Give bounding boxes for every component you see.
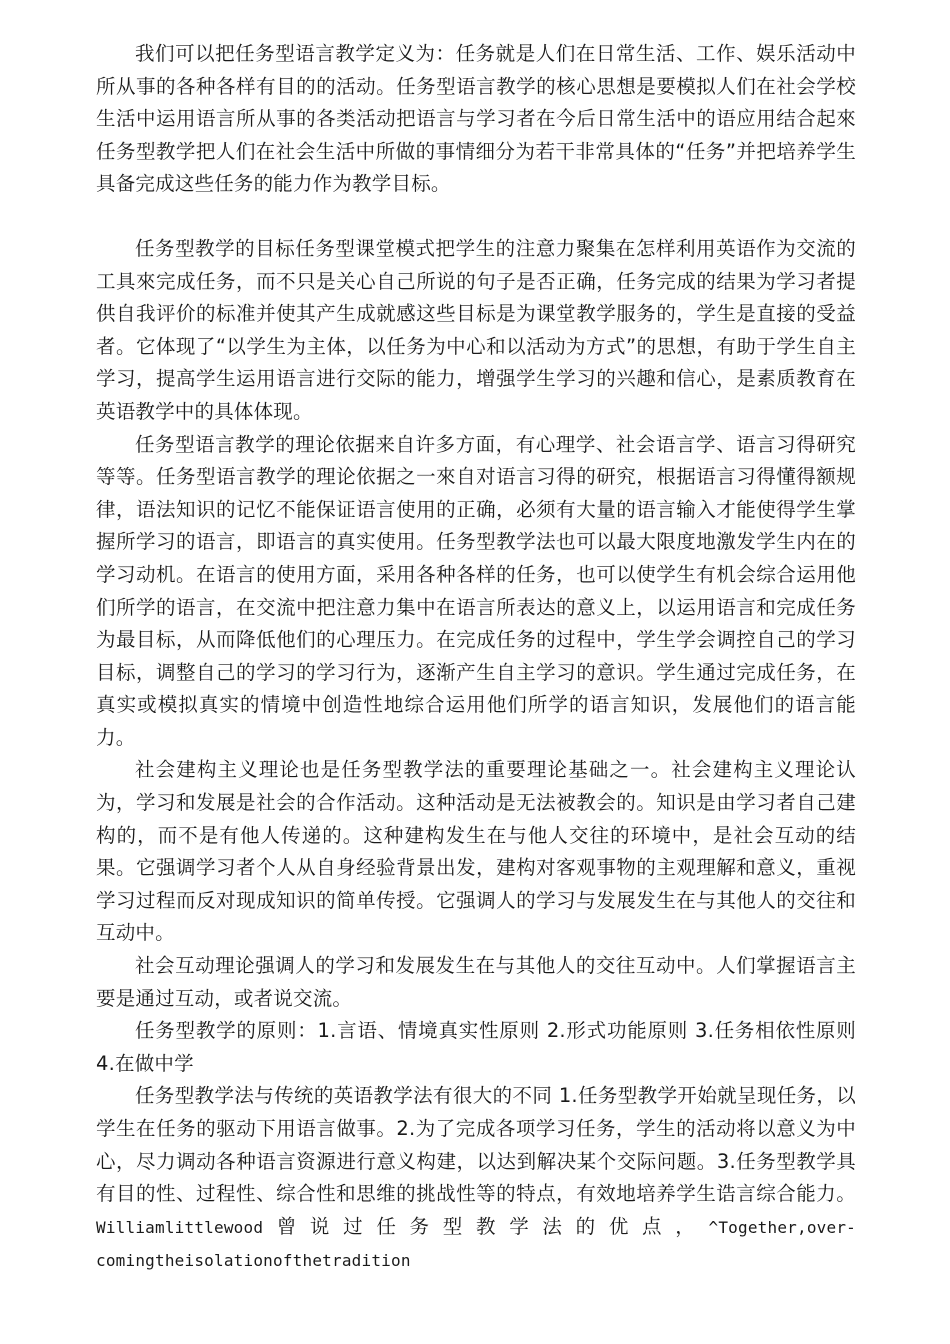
comparison-tail: 曾说过任务型教学法的优点，	[263, 1214, 709, 1238]
paragraph-social-constructivism: 社会建构主义理论也是任务型教学法的重要理论基础之一。社会建构主义理论认为，学习和发展是社会的合作活动。这种活动是无法被教会的。知识是由学习者自己建构的，而不是有他人传递的。这种建构发生在与他人交往的环境中，是社会互动的结果。它强调学习者个人从自身经验背景出发，建构对客观事物的主观理解和意义，重视学习过程而反对现成知识的简单传授。它强调人的学习与发展发生在与其他人的交往和互动中。	[96, 758, 856, 945]
document-body	[96, 38, 856, 1278]
latin-author-name: Williamlittlewood	[96, 1217, 264, 1237]
paragraph-comparison	[96, 1080, 856, 1278]
paragraph-definition: 我们可以把任务型语言教学定义为：任务就是人们在日常生活、工作、娱乐活动中所从事的各种各样有目的的活动。任务型语言教学的核心思想是要模拟人们在社会学校生活中运用语言所从事的各类活动把语言与学习者在今后日常生活中的语应用结合起來任务型教学把人们在社会生活中所做的事情细分为若干非常具体的“任务”并把培养学生具备完成这些任务的能力作为教学目标。	[96, 42, 856, 196]
paragraph-principles: 任务型教学的原则：1.言语、情境真实性原则 2.形式功能原则 3.任务相依性原则 4.在做中学	[96, 1019, 856, 1075]
paragraph-goals: 任务型教学的目标任务型课堂模式把学生的注意力聚集在怎样利用英语作为交流的工具來完成任务，而不只是关心自己所说的句子是否正确，任务完成的结果为学习者提供自我评价的标准并使其产生成就感这些目标是为课堂教学服务的，学生是直接的受益者。它体现了“以学生为主体，以任务为中心和以活动为方式”的思想，有助于学生自主学习，提高学生运用语言进行交际的能力，增强学生学习的兴趣和信心，是素质教育在英语教学中的具体体现。	[96, 236, 856, 423]
comparison-text: 任务型教学法与传统的英语教学法有很大的不同 1.任务型教学开始就呈现任务，以学生在任务的驱动下用语言做事。2.为了完成各项学习任务，学生的活动将以意义为中心，尽力调动各种语言资源进行意义构建，以达到解决某个交际问题。3.任务型教学具有目的性、过程性、综合性和思维的挑战性等的特点，有效地培养学生诰言综合能力。	[96, 1084, 856, 1206]
latin-quote: ^Together,over-comingtheisolationofthetradition	[96, 1217, 856, 1271]
paragraph-social-interaction: 社会互动理论强调人的学习和发展发生在与其他人的交往互动中。人们掌握语言主要是通过互动，或者说交流。	[96, 954, 856, 1010]
paragraph-theory-basis: 任务型语言教学的理论依据来自许多方面，有心理学、社会语言学、语言习得研究等等。任务型语言教学的理论依据之一來自对语言习得的研究，根据语言习得懂得额规律，语法知识的记忆不能保证语言使用的正确，必须有大量的语言输入才能使得学生掌握所学习的语言，即语言的真实使用。任务型教学法也可以最大限度地激发学生内在的学习动机。在语言的使用方面，采用各种各样的任务，也可以使学生有机会综合运用他们所学的语言，在交流中把注意力集中在语言所表达的意义上，以运用语言和完成任务为最目标，从而降低他们的心理压力。在完成任务的过程中，学生学会调控自己的学习目标，调整自己的学习的学习行为，逐渐产生自主学习的意识。学生通过完成任务，在真实或模拟真实的情境中创造性地综合运用他们所学的语言知识，发展他们的语言能力。	[96, 432, 856, 749]
